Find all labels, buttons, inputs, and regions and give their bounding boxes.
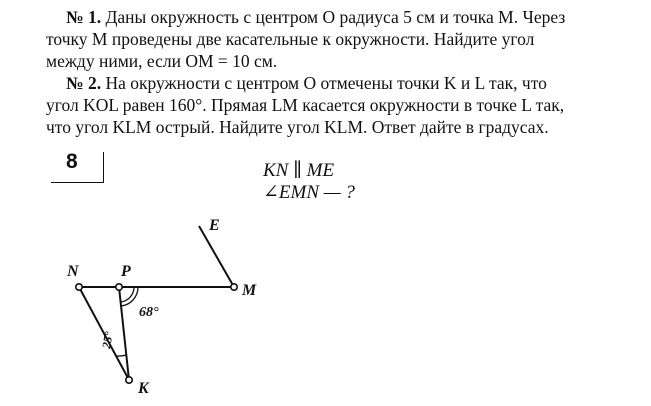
label-k: K — [138, 380, 149, 397]
problem-2-number: № 2. — [66, 73, 102, 93]
problem-2-line-2: угол KOL равен 160°. Прямая LM касается окружности в точке L так, — [46, 95, 565, 115]
task-number: 8 — [66, 150, 78, 173]
label-p: P — [121, 263, 131, 280]
point-n — [76, 284, 82, 290]
angle-arc-p-2 — [121, 287, 138, 306]
label-angle-68: 68° — [139, 305, 159, 320]
problem-1-number: № 1. — [66, 7, 102, 27]
label-angle-25: 25° — [99, 330, 116, 350]
segment-me — [199, 226, 234, 287]
label-m: M — [242, 282, 257, 299]
point-m — [231, 284, 237, 290]
problem-1-line-2: точку М проведены две касательные к окружности. Найдите угол — [46, 29, 535, 49]
problem-1-text-1: Даны окружность с центром О радиуса 5 см и точка М. Через — [105, 7, 566, 27]
problem-1-line-3: между ними, если ОМ = 10 см. — [46, 51, 278, 71]
angle-arc-k — [117, 355, 126, 356]
problem-2-line-3: что угол KLM острый. Найдите угол KLM. Ответ дайте в градусах. — [46, 117, 549, 137]
problem-2-text-1: На окружности с центром О отмечены точки K и L так, что — [105, 73, 547, 93]
given-question: ∠EMN — ? — [263, 182, 355, 203]
label-n: N — [67, 263, 79, 280]
label-e: E — [209, 217, 220, 234]
given-parallel: KN ∥ ME — [263, 160, 335, 181]
point-k — [126, 377, 132, 383]
point-p — [116, 284, 122, 290]
